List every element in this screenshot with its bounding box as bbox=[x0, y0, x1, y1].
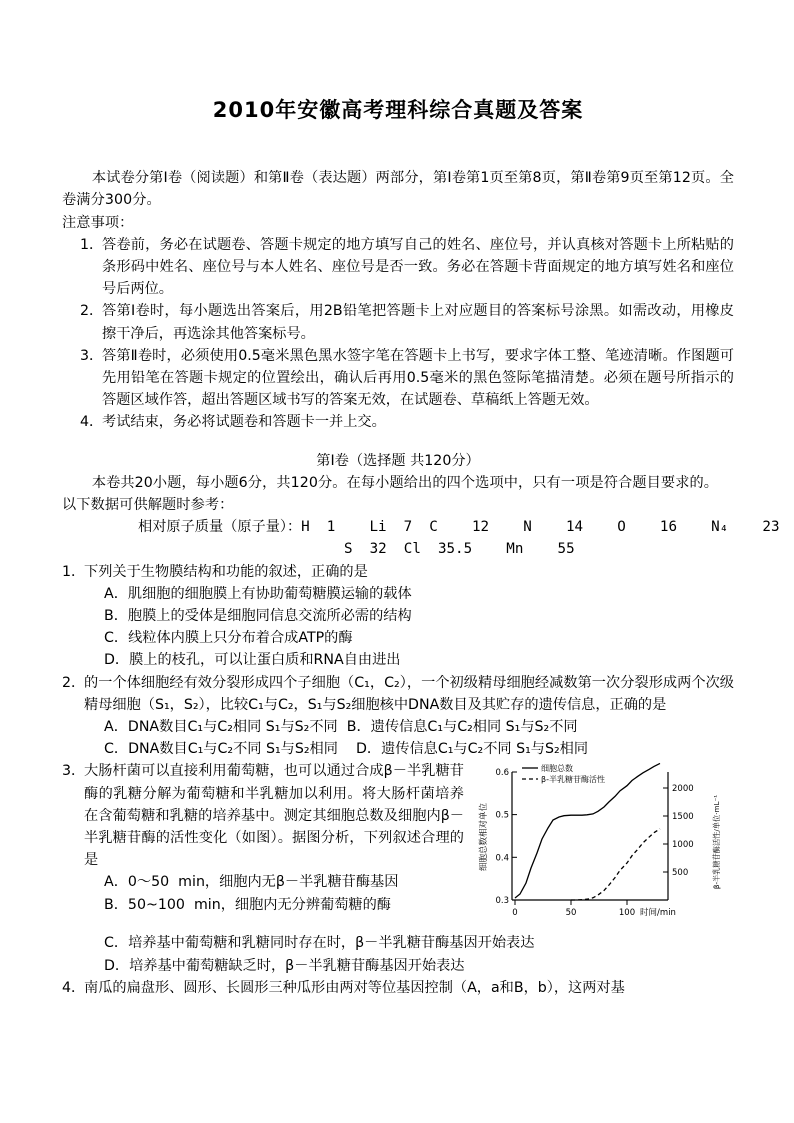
question-stem bbox=[62, 977, 734, 999]
chart-x-ticks bbox=[515, 900, 627, 905]
svg-text:1500: 1500 bbox=[672, 812, 694, 823]
question-number: 3． bbox=[62, 763, 86, 780]
question-option: A．0～50 min，细胞内无β－半乳糖苷酶基因 bbox=[104, 874, 399, 891]
question-option: D．膜上的枝孔，可以让蛋白质和RNA自由进出 bbox=[104, 652, 401, 669]
svg-text:100: 100 bbox=[618, 908, 636, 919]
legend-label-cell-count: 细胞总数 bbox=[541, 764, 573, 774]
question-stem bbox=[62, 672, 734, 716]
svg-text:0.4: 0.4 bbox=[495, 853, 509, 864]
chart-svg bbox=[472, 762, 734, 930]
section-heading: 第Ⅰ卷（选择题 共120分） bbox=[316, 452, 480, 469]
notice-number: 2． bbox=[80, 303, 104, 320]
question-option: A．肌细胞的细胞膜上有协助葡萄糖膜运输的载体 bbox=[104, 585, 412, 602]
atomic-mass-line-1 bbox=[62, 516, 780, 538]
page-title: 2010年安徽高考理科综合真题及答案 bbox=[212, 98, 584, 122]
data-note: 以下数据可供解题时参考： bbox=[62, 497, 234, 514]
svg-text:0: 0 bbox=[512, 908, 518, 919]
enzyme-activity-chart bbox=[472, 762, 734, 930]
atomic-mass-label: 相对原子质量（原子量）： bbox=[138, 519, 302, 536]
chart-series-enzyme-activity bbox=[571, 829, 660, 900]
question-option: B．50~100 min，细胞内无分辨葡萄糖的酶 bbox=[104, 896, 391, 913]
notice-item bbox=[62, 345, 734, 412]
notice-number: 4． bbox=[80, 414, 104, 431]
question-option: A．DNA数目C₁与C₂相同 S₁与S₂不同 B．遗传信息C₁与C₂相同 S₁与S₂不同 bbox=[104, 719, 578, 736]
section-instruction: 本卷共20小题，每小题6分，共120分。在每小题给出的四个选项中，只有一项是符合题目要求的。 bbox=[91, 474, 719, 491]
chart-right-ticks bbox=[663, 788, 668, 872]
chart-left-tick-labels bbox=[495, 768, 509, 906]
notice-text: 答第Ⅱ卷时，必须使用0.5毫米黑色黑水签字笔在答题卡上书写，要求字体工整、笔迹清晰。作图题可先用铅笔在答题卡规定的位置绘出，确认后再用0.5毫米的黑色签际笔描清楚。必须在题号所指示的答题区域作答，超出答题区域书写的答案无效，在试题卷、草稿纸上答题无效。 bbox=[102, 347, 734, 409]
svg-text:50: 50 bbox=[565, 908, 577, 919]
chart-x-tick-labels bbox=[512, 908, 635, 918]
svg-text:0.6: 0.6 bbox=[495, 768, 509, 779]
svg-text:0.5: 0.5 bbox=[495, 811, 509, 822]
question-option: C．线粒体内膜上只分布着合成ATP的酶 bbox=[104, 630, 353, 647]
question-text: 下列关于生物膜结构和功能的叙述，正确的是 bbox=[84, 563, 368, 580]
notice-item bbox=[62, 234, 734, 301]
question-option: D．培养基中葡萄糖缺乏时，β－半乳糖苷酶基因开始表达 bbox=[104, 957, 465, 974]
svg-text:1000: 1000 bbox=[672, 840, 694, 851]
question-text: 南瓜的扁盘形、圆形、长圆形三种瓜形由两对等位基因控制（A，a和B，b），这两对基 bbox=[84, 979, 625, 996]
page-content bbox=[62, 0, 780, 999]
question-text: 大肠杆菌可以直接利用葡萄糖，也可以通过合成β－半乳糖苷酶的乳糖分解为葡萄糖和半乳糖加以利用。将大肠杆菌培养在含葡萄糖和乳糖的培养基中。测定其细胞总数及细胞内β－半乳糖苷酶的活性变化（如图）。据图分析，下列叙述合理的是 bbox=[84, 763, 464, 869]
chart-legend bbox=[522, 763, 605, 784]
chart-left-ticks bbox=[512, 772, 517, 900]
notice-text: 考试结束，务必将试题卷和答题卡一并上交。 bbox=[102, 414, 386, 431]
question-stem bbox=[62, 760, 464, 871]
intro-paragraph: 本试卷分第Ⅰ卷（阅读题）和第Ⅱ卷（表达题）两部分，第Ⅰ卷第1页至第8页，第Ⅱ卷第9页至第12页。全卷满分300分。 bbox=[62, 170, 734, 209]
legend-label-enzyme-activity: β-半乳糖苷酶活性 bbox=[541, 775, 605, 785]
question-option: B．胞膜上的受体是细胞同信息交流所必需的结构 bbox=[104, 608, 412, 625]
notice-label: 注意事项： bbox=[62, 214, 134, 231]
question-text: 的一个体细胞经有效分裂形成四个子细胞（C₁，C₂），一个初级精母细胞经减数第一次分裂形成两个次级精母细胞（S₁，S₂），比较C₁与C₂，S₁与S₂细胞核中DNA数目及其贮存的遗传信息，正确的是 bbox=[84, 674, 734, 713]
notice-item bbox=[62, 411, 734, 433]
chart-ylabel-right: β-半乳糖苷酶活性/单位·mL⁻¹ bbox=[712, 795, 721, 890]
chart-right-tick-labels bbox=[672, 784, 694, 878]
chart-xlabel: 时间/min bbox=[640, 908, 676, 919]
notice-text: 答卷前，务必在试题卷、答题卡规定的地方填写自己的姓名、座位号，并认真核对答题卡上所粘贴的条形码中姓名、座位号与本人姓名、座位号是否一致。务必在答题卡背面规定的地方填写姓名和座位号后两位。 bbox=[102, 236, 734, 298]
question-stem bbox=[62, 561, 734, 583]
notice-number: 1． bbox=[80, 236, 104, 253]
question-number: 4． bbox=[62, 979, 86, 996]
question-option: C．培养基中葡萄糖和乳糖同时存在时，β－半乳糖苷酶基因开始表达 bbox=[104, 935, 535, 952]
chart-ylabel-left: 细胞总数相对单位 bbox=[479, 803, 489, 872]
question-option: C．DNA数目C₁与C₂不同 S₁与S₂相同 D．遗传信息C₁与C₂不同 S₁与S₂相同 bbox=[104, 741, 589, 758]
question-number: 2． bbox=[62, 674, 86, 691]
atomic-mass-line-2: S 32 Cl 35.5 Mn 55 bbox=[344, 541, 575, 558]
svg-text:500: 500 bbox=[672, 868, 689, 879]
question-number: 1． bbox=[62, 563, 86, 580]
notice-item bbox=[62, 300, 734, 344]
atomic-mass-values-1: H 1 Li 7 C 12 N 14 O 16 N₄ 23 bbox=[301, 519, 780, 536]
question-3-block bbox=[62, 760, 734, 932]
svg-text:2000: 2000 bbox=[672, 784, 694, 795]
svg-text:0.3: 0.3 bbox=[495, 896, 509, 907]
notice-text: 答第Ⅰ卷时，每小题选出答案后，用2B铅笔把答题卡上对应题目的答案标号涂黑。如需改动，用橡皮擦干净后，再选涂其他答案标号。 bbox=[102, 303, 734, 342]
notice-number: 3． bbox=[80, 347, 104, 364]
